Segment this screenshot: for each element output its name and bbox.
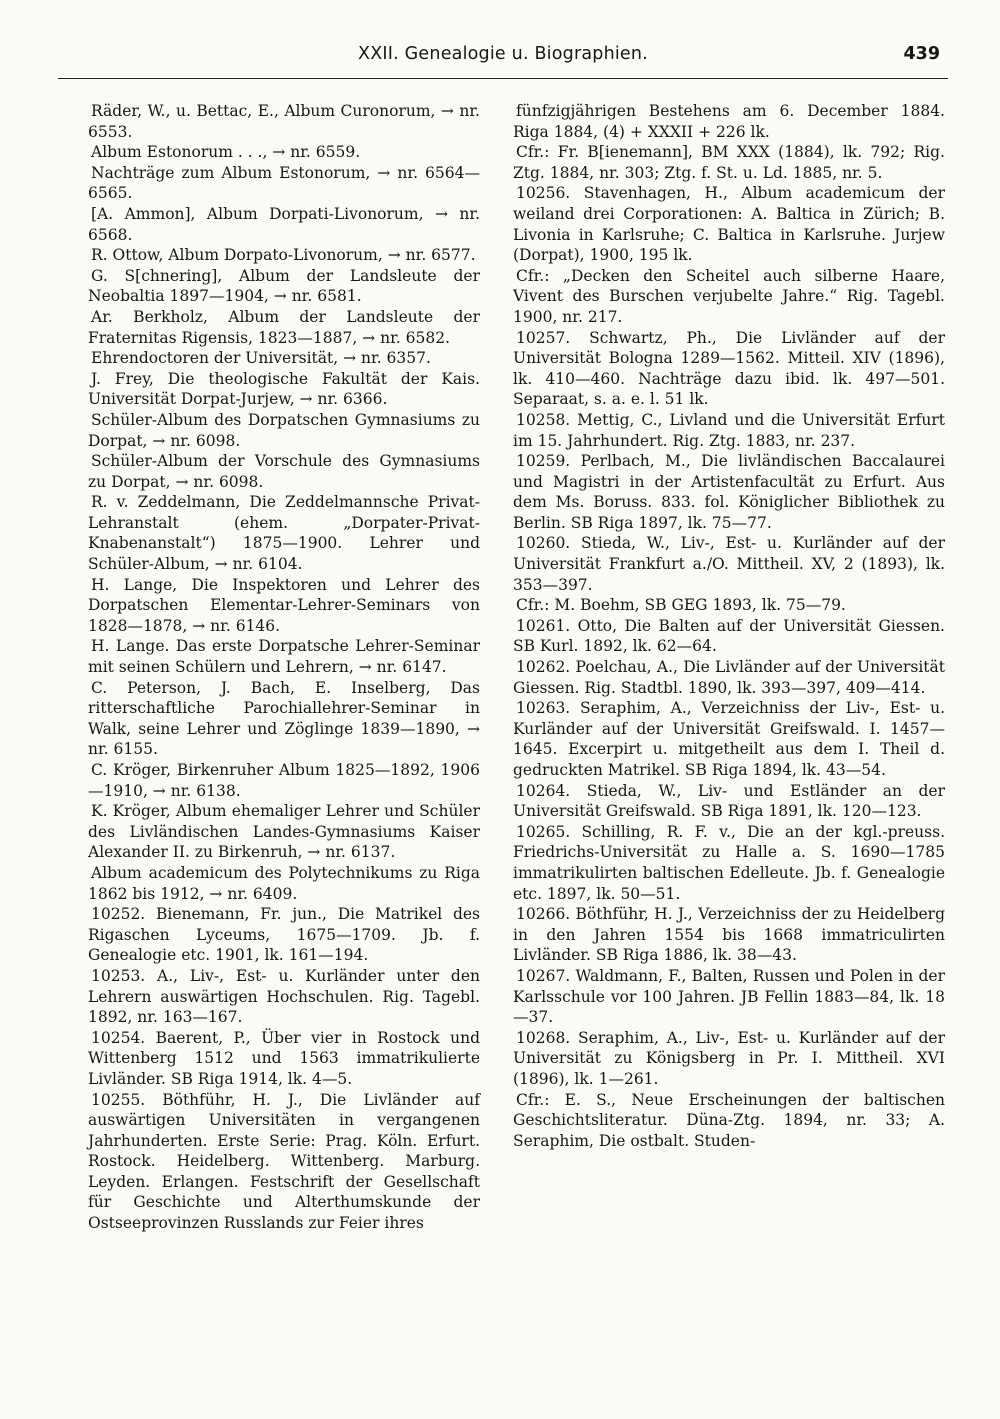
entry: 10261. Otto, Die Balten auf der Universität Giessen. SB Kurl. 1892, lk. 62—64. bbox=[513, 616, 945, 656]
entry: fünfzigjährigen Bestehens am 6. December 1884. Riga 1884, (4) + XXXII + 226 lk. bbox=[513, 102, 945, 141]
entry: 10255. Böthführ, H. J., Die Livländer auf auswärtigen Universitäten in vergangenen Jahrhunderten. Erste Serie: Prag. Köln. Erfurt. Rostock. Heidelberg. Wittenberg. Marburg. Leyden. Erlangen. Festschrift der Gesellschaft für Geschichte und Alterthumskunde der Ostseeprovinzen Russlands zur Feier ihres bbox=[88, 1090, 480, 1233]
entry: C. Peterson, J. Bach, E. Inselberg, Das ritterschaftliche Parochiallehrer-Seminar in Walk, seine Lehrer und Zöglinge 1839—1890, → nr. 6155. bbox=[88, 678, 480, 759]
entry: 10264. Stieda, W., Liv- und Estländer an der Universität Greifswald. SB Riga 1891, lk. 120—123. bbox=[513, 781, 945, 821]
entry: Album academicum des Polytechnikums zu Riga 1862 bis 1912, → nr. 6409. bbox=[88, 863, 480, 903]
entry: [A. Ammon], Album Dorpati-Livonorum, → nr. 6568. bbox=[88, 204, 480, 244]
entry: 10257. Schwartz, Ph., Die Livländer auf der Universität Bologna 1289—1562. Mitteil. XIV (1896), lk. 410—460. Nachträge dazu ibid. lk. 497—501. Separaat, s. a. e. l. 51 lk. bbox=[513, 328, 945, 409]
right-column bbox=[513, 101, 945, 1151]
entry: Cfr.: „Decken den Scheitel auch silberne Haare, Vivent des Burschen verjubelte Jahre.“ Rig. Tagebl. 1900, nr. 217. bbox=[513, 266, 945, 326]
entry: 10258. Mettig, C., Livland und die Universität Erfurt im 15. Jahrhundert. Rig. Ztg. 1883, nr. 237. bbox=[513, 410, 945, 450]
entry: Cfr.: M. Boehm, SB GEG 1893, lk. 75—79. bbox=[516, 596, 846, 615]
entry: 10266. Böthführ, H. J., Verzeichniss der zu Heidelberg in den Jahren 1554 bis 1668 immatriculirten Livländer. SB Riga 1886, lk. 38—43. bbox=[513, 905, 945, 965]
entry: H. Lange. Das erste Dorpatsche Lehrer-Seminar mit seinen Schülern und Lehrern, → nr. 6147. bbox=[88, 637, 480, 677]
entry: Ar. Berkholz, Album der Landsleute der Fraternitas Rigensis, 1823—1887, → nr. 6582. bbox=[88, 307, 480, 347]
page-number: 439 bbox=[903, 44, 940, 64]
entry: 10263. Seraphim, A., Verzeichniss der Liv-, Est- u. Kurländer auf der Universität Greifswald. I. 1457—1645. Excerpirt u. mitgetheilt aus dem I. Theil d. gedruckten Matrikel. SB Riga 1894, lk. 43—54. bbox=[513, 699, 945, 779]
entry: Schüler-Album des Dorpatschen Gymnasiums zu Dorpat, → nr. 6098. bbox=[88, 410, 480, 450]
section-title: XXII. Genealogie u. Biographien. bbox=[358, 44, 648, 64]
entry: Album Estonorum . . ., → nr. 6559. bbox=[91, 143, 361, 162]
entry: Cfr.: Fr. B[ienemann], BM XXX (1884), lk. 792; Rig. Ztg. 1884, nr. 303; Ztg. f. St. u. Ld. 1885, nr. 5. bbox=[513, 143, 945, 182]
entry: Räder, W., u. Bettac, E., Album Curonorum, → nr. 6553. bbox=[88, 102, 480, 141]
entry: 10254. Baerent, P., Über vier in Rostock und Wittenberg 1512 und 1563 immatrikulierte Livländer. SB Riga 1914, lk. 4—5. bbox=[88, 1028, 480, 1088]
entry: 10260. Stieda, W., Liv-, Est- u. Kurländer auf der Universität Frankfurt a./O. Mittheil. XV, 2 (1893), lk. 353—397. bbox=[513, 534, 945, 594]
entry: 10252. Bienemann, Fr. jun., Die Matrikel des Rigaschen Lyceums, 1675—1709. Jb. f. Genealogie etc. 1901, lk. 161—194. bbox=[88, 905, 480, 965]
entry: 10268. Seraphim, A., Liv-, Est- u. Kurländer auf der Universität zu Königsberg in Pr. I. Mittheil. XVI (1896), lk. 1—261. bbox=[513, 1028, 945, 1088]
entry: Cfr.: E. S., Neue Erscheinungen der baltischen Geschichtsliteratur. Düna-Ztg. 1894, nr. 33; A. Seraphim, Die ostbalt. Studen- bbox=[513, 1090, 945, 1150]
entry: R. v. Zeddelmann, Die Zeddelmannsche Privat-Lehranstalt (ehem. „Dorpater-Privat-Knabenanstalt“) 1875—1900. Lehrer und Schüler-Album, → nr. 6104. bbox=[88, 493, 480, 574]
entry: Schüler-Album der Vorschule des Gymnasiums zu Dorpat, → nr. 6098. bbox=[88, 452, 480, 491]
running-header bbox=[58, 42, 948, 79]
entry: 10259. Perlbach, M., Die livländischen Baccalaurei und Magistri in der Artistenfacultät zu Erfurt. Aus dem Ms. Boruss. 833. fol. Königlicher Bibliothek zu Berlin. SB Riga 1897, lk. 75—77. bbox=[513, 452, 945, 532]
left-column bbox=[88, 101, 480, 1234]
entry: 10267. Waldmann, F., Balten, Russen und Polen in der Karlsschule vor 100 Jahren. JB Fellin 1883—84, lk. 18—37. bbox=[513, 966, 945, 1027]
entry: G. S[chnering], Album der Landsleute der Neobaltia 1897—1904, → nr. 6581. bbox=[88, 266, 480, 306]
entry: 10262. Poelchau, A., Die Livländer auf der Universität Giessen. Rig. Stadtbl. 1890, lk. 393—397, 409—414. bbox=[513, 658, 945, 697]
entry: Nachträge zum Album Estonorum, → nr. 6564—6565. bbox=[88, 163, 480, 203]
entry: C. Kröger, Birkenruher Album 1825—1892, 1906—1910, → nr. 6138. bbox=[88, 761, 480, 800]
entry: 10256. Stavenhagen, H., Album academicum der weiland drei Corporationen: A. Baltica in Zürich; B. Livonia in Karlsruhe; C. Baltica in Karlsruhe. Jurjew (Dorpat), 1900, 195 lk. bbox=[513, 184, 945, 265]
entry: 10265. Schilling, R. F. v., Die an der kgl.-preuss. Friedrichs-Universität zu Halle a. S. 1690—1785 immatrikulirten baltischen Edelleute. Jb. f. Genealogie etc. 1897, lk. 50—51. bbox=[513, 822, 945, 903]
entry: R. Ottow, Album Dorpato-Livonorum, → nr. 6577. bbox=[91, 246, 476, 265]
entry: J. Frey, Die theologische Fakultät der Kais. Universität Dorpat-Jurjew, → nr. 6366. bbox=[88, 369, 480, 409]
entry: K. Kröger, Album ehemaliger Lehrer und Schüler des Livländischen Landes-Gymnasiums Kaiser Alexander II. zu Birkenruh, → nr. 6137. bbox=[88, 802, 480, 862]
entry: Ehrendoctoren der Universität, → nr. 6357. bbox=[91, 349, 431, 368]
entry: H. Lange, Die Inspektoren und Lehrer des Dorpatschen Elementar-Lehrer-Seminars von 1828—1878, → nr. 6146. bbox=[88, 575, 480, 635]
entry: 10253. A., Liv-, Est- u. Kurländer unter den Lehrern auswärtigen Hochschulen. Rig. Tagebl. 1892, nr. 163—167. bbox=[88, 966, 480, 1027]
